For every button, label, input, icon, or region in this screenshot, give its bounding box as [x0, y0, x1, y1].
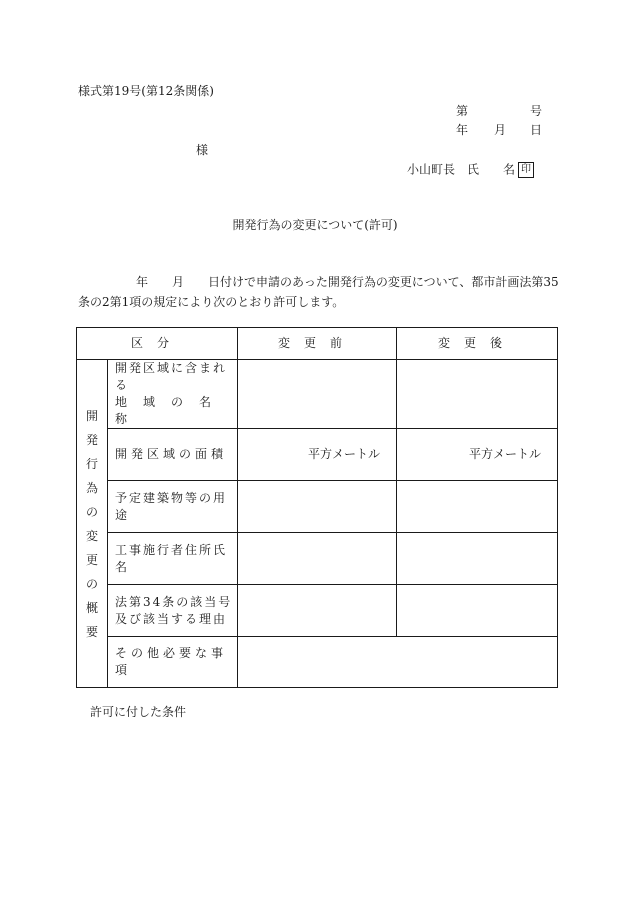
row-label-other: その他必要な事項 [108, 637, 238, 688]
area-name-after-cell[interactable] [397, 360, 558, 429]
header-category: 区分 [77, 328, 238, 360]
contractor-after-cell[interactable] [397, 533, 558, 585]
row-label-building-use: 予定建築物等の用途 [108, 481, 238, 533]
date-month-label: 月 [494, 123, 507, 137]
header-before: 変更前 [238, 328, 397, 360]
article-34-after-cell[interactable] [397, 585, 558, 637]
body-text-line-1: 年 月 日付けで申請のあった開発行為の変更について、都市計画法第35 [136, 275, 559, 289]
building-use-after-cell[interactable] [397, 481, 558, 533]
row-label-contractor: 工事施行者住所氏名 [108, 533, 238, 585]
seal-stamp: 印 [518, 162, 534, 178]
body-text-line-2: 条の2第1項の規定により次のとおり許可します。 [78, 295, 345, 309]
permit-conditions-label: 許可に付した条件 [90, 705, 187, 719]
header-after: 変更後 [397, 328, 558, 360]
vertical-char: 概 [85, 600, 98, 615]
vertical-char: 行 [85, 456, 98, 471]
document-number-prefix: 第 [456, 104, 469, 118]
row-label-area-name [108, 360, 238, 429]
date-day-label: 日 [530, 123, 543, 137]
vertical-char: 開 [85, 408, 98, 423]
row-label-line: 地 域 の 名 称 [115, 395, 228, 426]
vertical-char: 発 [85, 432, 98, 447]
row-label-line: 法第34条の該当号 [115, 594, 233, 609]
area-name-before-cell[interactable] [238, 360, 397, 429]
document-number-suffix: 号 [530, 104, 543, 118]
row-label-line: 及び該当する理由 [115, 611, 228, 626]
contractor-before-cell[interactable] [238, 533, 397, 585]
vertical-char: の [85, 504, 98, 519]
vertical-char: 為 [85, 480, 98, 495]
article-34-before-cell[interactable] [238, 585, 397, 637]
form-number: 様式第19号(第12条関係) [78, 84, 214, 98]
row-label-article-34 [108, 585, 238, 637]
vertical-char: の [85, 576, 98, 591]
addressee-suffix: 様 [196, 143, 209, 157]
issuer-line [407, 162, 534, 178]
vertical-char: 要 [85, 624, 98, 639]
area-size-after-cell[interactable]: 平方メートル [397, 429, 558, 481]
vertical-char: 更 [85, 552, 98, 567]
vertical-char: 変 [85, 528, 98, 543]
row-label-line: 開発区域に含まれる [115, 361, 228, 392]
area-size-before-cell[interactable]: 平方メートル [238, 429, 397, 481]
issuer-name: 小山町長 氏 名 [407, 162, 516, 177]
row-label-area-size: 開発区域の面積 [108, 429, 238, 481]
building-use-before-cell[interactable] [238, 481, 397, 533]
other-matters-cell[interactable] [238, 637, 558, 688]
vertical-label-development-change-overview [77, 360, 108, 688]
date-year-label: 年 [456, 123, 469, 137]
document-title: 開発行為の変更について(許可) [232, 218, 398, 232]
change-summary-table [76, 327, 558, 688]
